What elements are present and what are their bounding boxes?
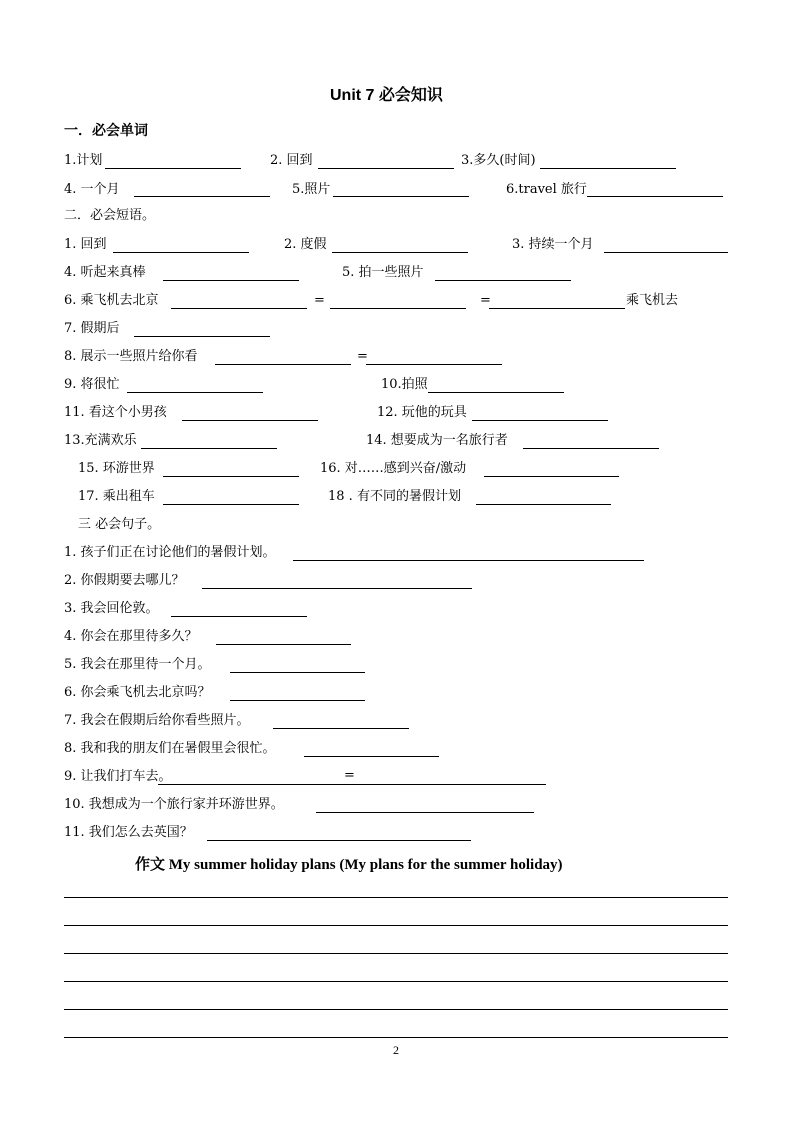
sentence-item-label: 3. 我会回伦敦。	[64, 601, 159, 616]
sentence-item-label: 2. 你假期要去哪儿？	[64, 573, 185, 588]
phrase-answer-blank[interactable]	[484, 476, 619, 477]
section-heading-sentences: 三 必会句子。	[78, 517, 161, 532]
phrase-item-label: 15. 环游世界	[78, 461, 155, 476]
phrase-answer-blank[interactable]	[366, 364, 502, 365]
sentence-item-label: 7. 我会在假期后给你看些照片。	[64, 713, 250, 728]
vocab-item-label: 6.travel 旅行	[506, 182, 587, 197]
phrase-item-label: 7. 假期后	[64, 321, 120, 336]
phrase-answer-blank[interactable]	[163, 280, 299, 281]
phrase-item-label: 13.充满欢乐	[64, 433, 137, 448]
vocab-answer-blank[interactable]	[105, 168, 241, 169]
phrase-item-label: 18 . 有不同的暑假计划	[328, 489, 461, 504]
phrase-answer-blank[interactable]	[134, 336, 270, 337]
phrase-item-label: 6. 乘飞机去北京	[64, 293, 159, 308]
phrase-answer-blank[interactable]	[141, 448, 277, 449]
phrase-answer-blank[interactable]	[604, 252, 728, 253]
phrase-answer-blank[interactable]	[182, 420, 318, 421]
phrase-answer-blank[interactable]	[113, 252, 249, 253]
phrase-answer-blank[interactable]	[332, 252, 468, 253]
phrase-suffix: 乘飞机去	[626, 293, 679, 308]
phrase-item-label: 17. 乘出租车	[78, 489, 155, 504]
phrase-item-label: 2. 度假	[284, 237, 327, 252]
sentence-answer-blank[interactable]	[202, 588, 472, 589]
sentence-answer-blank[interactable]	[273, 728, 409, 729]
phrase-item-label: 1. 回到	[64, 237, 107, 252]
phrase-item-label: 12. 玩他的玩具	[377, 405, 467, 420]
essay-writing-line[interactable]	[64, 1009, 728, 1010]
essay-writing-line[interactable]	[64, 897, 728, 898]
vocab-item-label: 3.多久(时间)	[461, 153, 536, 168]
essay-title: 作文 My summer holiday plans (My plans for the summer holiday)	[135, 857, 563, 873]
phrase-answer-blank[interactable]	[476, 504, 611, 505]
equals-sign: =	[344, 768, 355, 783]
vocab-answer-blank[interactable]	[318, 168, 454, 169]
equals-sign: =	[314, 293, 325, 308]
vocab-item-label: 4. 一个月	[64, 182, 120, 197]
sentence-answer-blank[interactable]	[158, 784, 546, 785]
phrase-answer-blank[interactable]	[215, 364, 351, 365]
essay-writing-line[interactable]	[64, 925, 728, 926]
page-number: 2	[393, 1043, 399, 1057]
vocab-item-label: 1.计划	[64, 153, 103, 168]
phrase-answer-blank[interactable]	[127, 392, 263, 393]
phrase-answer-blank[interactable]	[330, 308, 466, 309]
phrase-answer-blank[interactable]	[523, 448, 659, 449]
page-title: Unit 7 必会知识	[330, 87, 443, 104]
phrase-item-label: 16. 对……感到兴奋/激动	[320, 461, 467, 476]
sentence-answer-blank[interactable]	[304, 756, 439, 757]
vocab-answer-blank[interactable]	[587, 196, 723, 197]
vocab-item-label: 2. 回到	[270, 153, 313, 168]
sentence-answer-blank[interactable]	[316, 812, 534, 813]
sentence-answer-blank[interactable]	[171, 616, 307, 617]
sentence-item-label: 4. 你会在那里待多久？	[64, 629, 198, 644]
sentence-answer-blank[interactable]	[207, 840, 471, 841]
sentence-answer-blank[interactable]	[230, 700, 365, 701]
vocab-answer-blank[interactable]	[540, 168, 676, 169]
phrase-answer-blank[interactable]	[489, 308, 625, 309]
vocab-answer-blank[interactable]	[333, 196, 469, 197]
vocab-answer-blank[interactable]	[134, 196, 270, 197]
phrase-item-label: 11. 看这个小男孩	[64, 405, 167, 420]
phrase-answer-blank[interactable]	[171, 308, 307, 309]
essay-writing-line[interactable]	[64, 981, 728, 982]
section-heading-vocabulary: 一．必会单词	[64, 123, 148, 139]
sentence-item-label: 6. 你会乘飞机去北京吗？	[64, 685, 211, 700]
phrase-answer-blank[interactable]	[163, 476, 299, 477]
phrase-answer-blank[interactable]	[435, 280, 571, 281]
phrase-item-label: 4. 听起来真棒	[64, 265, 146, 280]
sentence-item-label: 8. 我和我的朋友们在暑假里会很忙。	[64, 741, 276, 756]
sentence-item-label: 11. 我们怎么去英国？	[64, 825, 193, 840]
phrase-item-label: 8. 展示一些照片给你看	[64, 349, 198, 364]
phrase-item-label: 10.拍照	[381, 377, 428, 392]
phrase-answer-blank[interactable]	[163, 504, 299, 505]
equals-sign: =	[480, 293, 491, 308]
sentence-item-label: 9. 让我们打车去。	[64, 769, 172, 784]
phrase-answer-blank[interactable]	[428, 392, 564, 393]
essay-writing-line[interactable]	[64, 1037, 728, 1038]
sentence-answer-blank[interactable]	[216, 644, 351, 645]
sentence-item-label: 10. 我想成为一个旅行家并环游世界。	[64, 797, 284, 812]
phrase-item-label: 14. 想要成为一名旅行者	[366, 433, 508, 448]
phrase-item-label: 5. 拍一些照片	[342, 265, 424, 280]
sentence-item-label: 1. 孩子们正在讨论他们的暑假计划。	[64, 545, 276, 560]
phrase-item-label: 3. 持续一个月	[512, 237, 594, 252]
phrase-answer-blank[interactable]	[472, 420, 608, 421]
vocab-item-label: 5.照片	[292, 182, 331, 197]
sentence-answer-blank[interactable]	[293, 560, 644, 561]
sentence-item-label: 5. 我会在那里待一个月。	[64, 657, 211, 672]
phrase-item-label: 9. 将很忙	[64, 377, 120, 392]
section-heading-phrases: 二．必会短语。	[64, 208, 156, 223]
equals-sign: =	[357, 349, 368, 364]
sentence-answer-blank[interactable]	[230, 672, 365, 673]
essay-writing-line[interactable]	[64, 953, 728, 954]
